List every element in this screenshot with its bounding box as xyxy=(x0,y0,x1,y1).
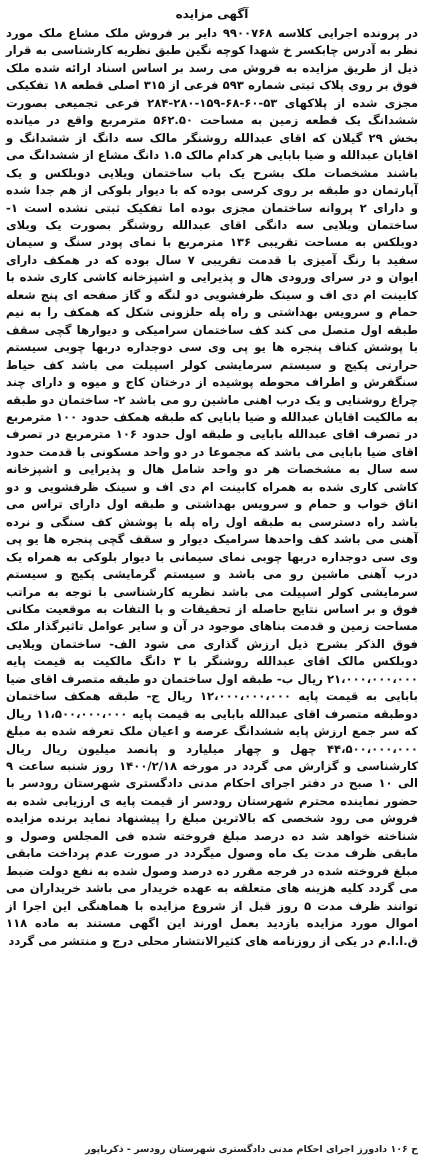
notice-footer: ح ۱۰۶ دادورز اجرای احکام مدنی دادگستری شهرستان رودسر - ذکریاپور xyxy=(85,1144,418,1155)
notice-title: آگهی مزایده xyxy=(175,7,249,21)
notice-body: در پرونده اجرایی کلاسه ۹۹۰۰۷۶۸ دایر بر فروش ملک مشاع ملک مورد نظر به آدرس چابکسر خ شهدا کوچه نگین طبق نظریه کارشناسی به قرار ذیل از طریق مزایده به فروش می رسد بر اساس اسناد ارائه شده ملک فوق بر روی پلاک ثبتی شماره ۵۹۳ فرعی از ۳۱۵ اصلی قطعه ۱۸ تفکیکی مجزی شده از پلاکهای ۵۳-۶۰-۶۸-۱۵۹-۲۸۰-۲۸۴ فرعی تجمیعی بصورت ششدانگ یک قطعه زمین به مساحت ۵۶۲.۵۰ مترمربع واقع در میانده بخش ۲۹ گیلان که اقای عبدالله روشنگر مالک سه دانگ از ششدانگ و اقایان عبدالله و ضیا بابایی هر کدام مالک ۱.۵ دانگ مشاع از ششدانگ می باشند مشخصات ملک بشرح یک باب ساختمان ویلایی دوبلکس و یک آپارتمان دو طبقه بر روی کرسی بوده که با دیوار بلوکی از هم جدا شده و دارای ۲ پروانه ساختمان مجزی بوده اما تفکیک ثبتی نشده است ۱- ساختمان ویلایی سه دانگی اقای عبدالله روشنگر بصورت یک ویلای دوبلکس به مساحت تقریبی ۱۳۶ مترمربع با نمای پودر سنگ و سیمان سفید با رنگ آمیزی با قدمت تقریبی ۷ سال بوده که در همکف دارای ایوان و در سرای ورودی هال و پذیرایی و اشپزخانه کاشی کاری شده با کابینت ام دی اف و سینک ظرفشویی دو لنگه و گاز صفحه ای پنج شعله حمام و سرویس بهداشتی و راه پله حلزونی شکل که همکف را به نیم طبقه اول متصل می کند کف ساختمان سرامیکی و دیوارها گچی سقف با پوشش کناف پنجره ها یو پی وی سی دوجداره دربها چوبی سیستم حرارتی پکیج و سیستم سرمایشی کولر اسپیلت می باشد کف حیاط سنگفرش و اطراف محوطه پوشیده از درختان کاج و میوه و دارای چند چراغ روشنایی و یک درب اهنی ماشین رو می باشد ۲- ساختمان دو طبقه به مالکیت اقایان عبدالله و ضیا بابایی که طبقه همکف حدود ۱۰۰ مترمربع در تصرف اقای عبدالله بابایی و طبقه اول حدود ۱۰۶ مترمربع در تصرف اقای ضیا بابایی می باشد که مجموعا در دو واحد مسکونی با قدمت حدود سه سال به مشخصات هر دو واحد شامل هال و پذیرایی و اشپزخانه کاشی کاری شده به همراه کابینت ام دی اف و سینک ظرفشویی و دو اتاق خواب و حمام و سرویس بهداشتی و طبقه اول دارای تراس می باشد راه دسترسی به طبقه اول راه پله با پوشش کف سنگی و نرده آهنی می باشد کف واحدها سرامیک دیوار و سقف گچی پنجره ها یو پی وی سی دوجداره دربها چوبی نمای سیمانی با دیوار بلوکی به همراه یک درب آهنی ماشین رو می باشد و سیستم گرمایشی پکیج و سیستم سرمایشی کولر اسپیلت می باشد نظریه کارشناسی با توجه به مراتب فوق و بر اساس نتایج حاصله از تحقیقات و با التفات به موقعیت مکانی مساحت زمین و قدمت بناهای موجود در آن و سایر عوامل تاثیرگذار ملک فوق الذکر بشرح ذیل ارزش گذاری می شود الف- ساختمان ویلایی دوبلکس مالک اقای عبدالله روشنگر با ۳ دانگ مالکیت به قیمت پایه ۲۱،۰۰۰،۰۰۰،۰۰۰ ریال ب- طبقه اول ساختمان دو طبقه متصرف اقای ضیا بابایی به قیمت پایه ۱۲،۰۰۰،۰۰۰،۰۰۰ ریال ج- طبقه همکف ساختمان دوطبقه متصرف اقای عبدالله بابایی به قیمت پایه ۱۱،۵۰۰،۰۰۰،۰۰۰ ریال که سر جمع ارزش پایه ششدانگ عرصه و اعیان ملک تعرفه شده به مبلغ ۴۴،۵۰۰،۰۰۰،۰۰۰ چهل و چهار میلیارد و پانصد میلیون ریال ریال کارشناسی و گزارش می گردد در مورخه ۱۴۰۰/۲/۱۸ روز شنبه ساعت ۹ الی ۱۰ صبح در دفتر اجرای احکام مدنی دادگستری شهرستان رودسر با حضور نماینده محترم شهرستان رودسر از قیمت پایه ی ارزیابی شده به فروش می رود شخصی که بالاترین مبلغ را پیشنهاد نماید برنده مزایده شناخته خواهد شد ده درصد مبلغ فروخته شده فی المجلس وصول و مابقی ظرف مدت یک ماه وصول میگردد در صورت عدم پرداخت مابقی مبلغ فروخته شده در فرجه مقرر ده درصد وصول شده به نفع دولت ضبط می گردد کلیه هزینه های متعلقه به عهده خریدار می باشد خریداران می توانند ظرف مدت ۵ روز قبل از شروع مزایده با هماهنگی این اجرا از اموال مورد مزایده بازدید بعمل اورند این اگهی مستند به ماده ۱۱۸ ق.ا.ا.م در یکی از روزنامه های کثیرالانتشار محلی درج و منتشر می گردد xyxy=(6,26,419,948)
